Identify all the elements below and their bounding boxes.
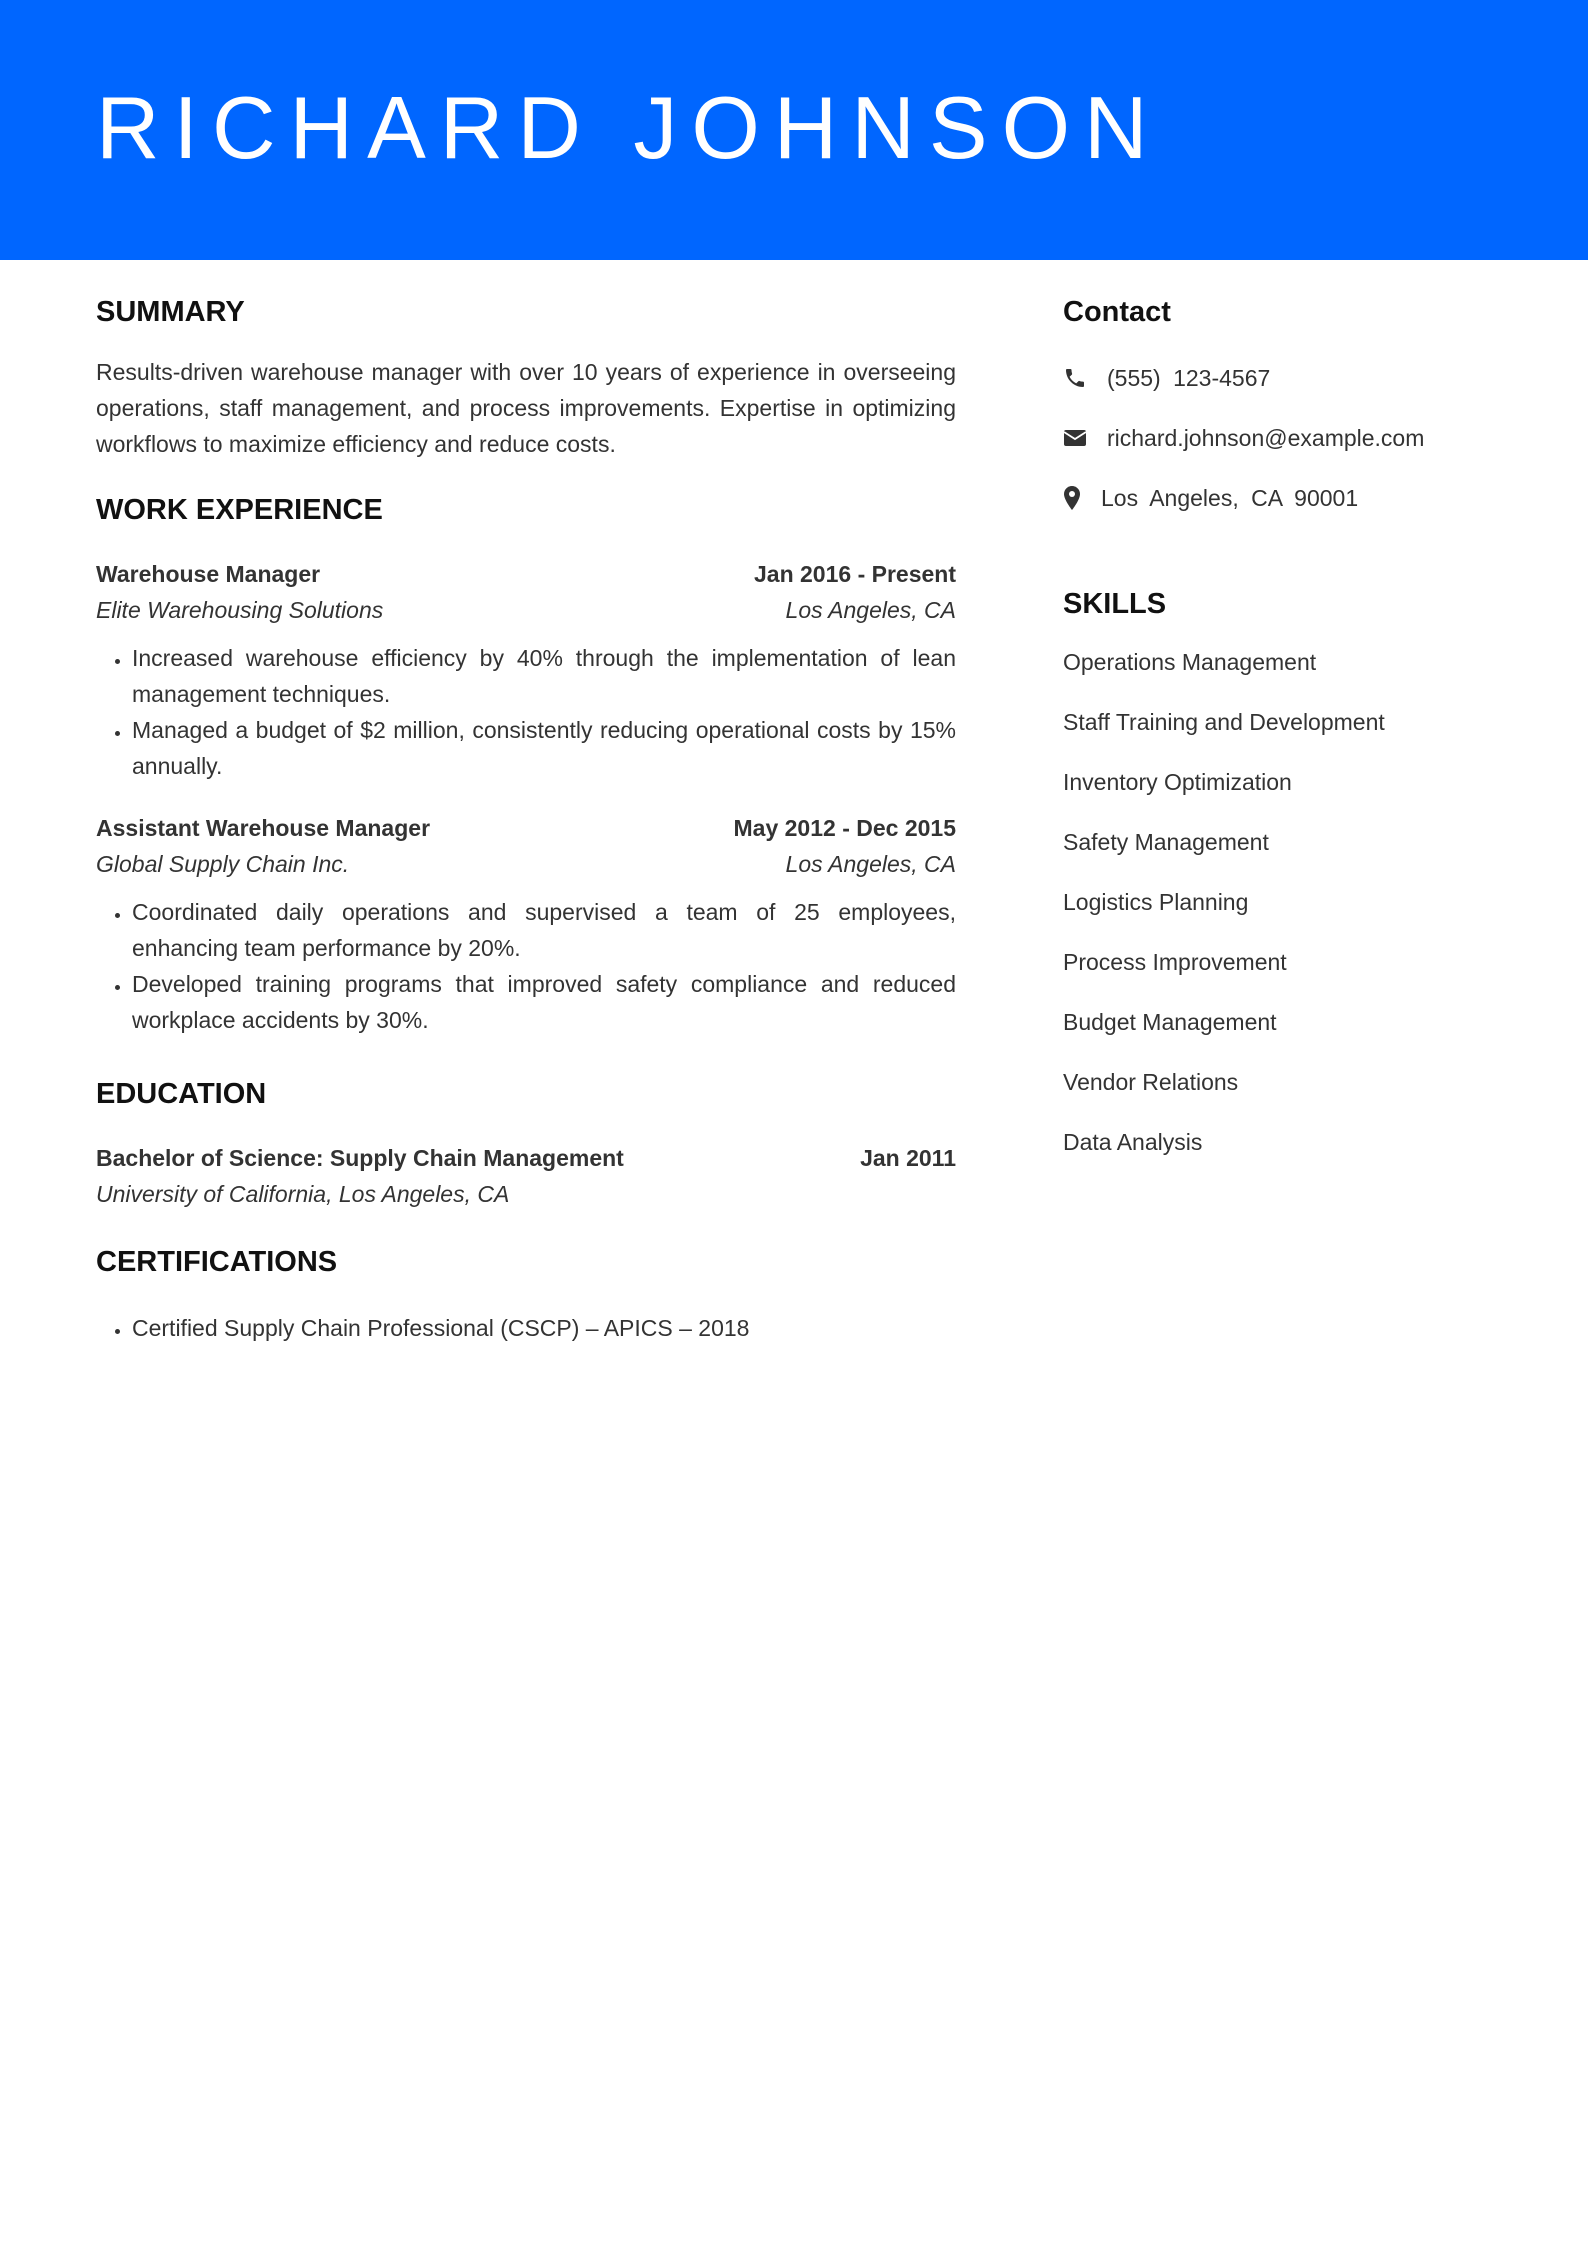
certifications-heading: CERTIFICATIONS (96, 1246, 338, 1278)
phone-icon (1063, 366, 1107, 390)
skills-heading: SKILLS (1063, 588, 1167, 620)
education-entry (96, 1140, 956, 1212)
job-dates: Jan 2016 - Present (753, 561, 956, 587)
job-bullet: • Managed a budget of $2 million, consistently reducing operational costs by 15% annually. (132, 712, 956, 784)
skill-item: Safety Management (1063, 829, 1269, 855)
job-location: Los Angeles, CA (785, 851, 956, 877)
job-bullet: • Developed training programs that improved safety compliance and reduced workplace accidents by 30%. (132, 966, 956, 1038)
envelope-icon (1063, 428, 1107, 448)
job-company: Elite Warehousing Solutions (96, 597, 384, 623)
map-pin-icon (1063, 485, 1101, 511)
skill-item: Inventory Optimization (1063, 769, 1292, 795)
job-title: Assistant Warehouse Manager (96, 815, 431, 841)
job-entry (96, 556, 956, 784)
certification-item: • Certified Supply Chain Professional (CSCP) – APICS – 2018 (132, 1310, 956, 1346)
contact-heading: Contact (1063, 296, 1171, 328)
job-bullets (96, 894, 956, 1038)
job-location: Los Angeles, CA (785, 597, 956, 623)
job-bullet: • Coordinated daily operations and supervised a team of 25 employees, enhancing team performance by 20%. (132, 894, 956, 966)
header-banner (0, 0, 1588, 260)
job-title: Warehouse Manager (96, 561, 321, 587)
job-company: Global Supply Chain Inc. (96, 851, 350, 877)
skills-list (1063, 632, 1523, 1172)
skill-item: Process Improvement (1063, 949, 1287, 975)
work-experience-heading: WORK EXPERIENCE (96, 494, 383, 526)
job-bullets (96, 640, 956, 784)
skill-item: Logistics Planning (1063, 889, 1249, 915)
education-heading: EDUCATION (96, 1078, 267, 1110)
skill-item: Vendor Relations (1063, 1069, 1239, 1095)
school: University of California, Los Angeles, CA (96, 1181, 510, 1207)
job-bullet: • Increased warehouse efficiency by 40% through the implementation of lean management techniques. (132, 640, 956, 712)
contact-email (1063, 408, 1523, 468)
summary-text: Results-driven warehouse manager with over 10 years of experience in overseeing operations, staff management, and process improvements. Expertise in optimizing workflows to maximize efficiency and reduce costs. (96, 359, 956, 457)
contact-phone (1063, 348, 1523, 408)
skill-item: Staff Training and Development (1063, 709, 1385, 735)
skill-item: Data Analysis (1063, 1129, 1203, 1155)
job-entry (96, 810, 956, 1038)
sidebar (1063, 292, 1523, 1172)
certification-list (96, 1310, 956, 1346)
degree: Bachelor of Science: Supply Chain Management (96, 1145, 624, 1171)
contact-location (1063, 468, 1523, 528)
skill-item: Operations Management (1063, 649, 1317, 675)
skill-item: Budget Management (1063, 1009, 1277, 1035)
candidate-name: RICHARD JOHNSON (96, 78, 1162, 177)
contact-list (1063, 348, 1523, 528)
phone-number: (555) 123-4567 (1107, 365, 1271, 391)
education-date: Jan 2011 (860, 1145, 956, 1171)
location-text: Los Angeles, CA 90001 (1101, 485, 1359, 511)
summary-heading: SUMMARY (96, 296, 245, 328)
main-column (96, 292, 956, 1346)
job-dates: May 2012 - Dec 2015 (733, 815, 956, 841)
email-address: richard.johnson@example.com (1107, 425, 1425, 451)
